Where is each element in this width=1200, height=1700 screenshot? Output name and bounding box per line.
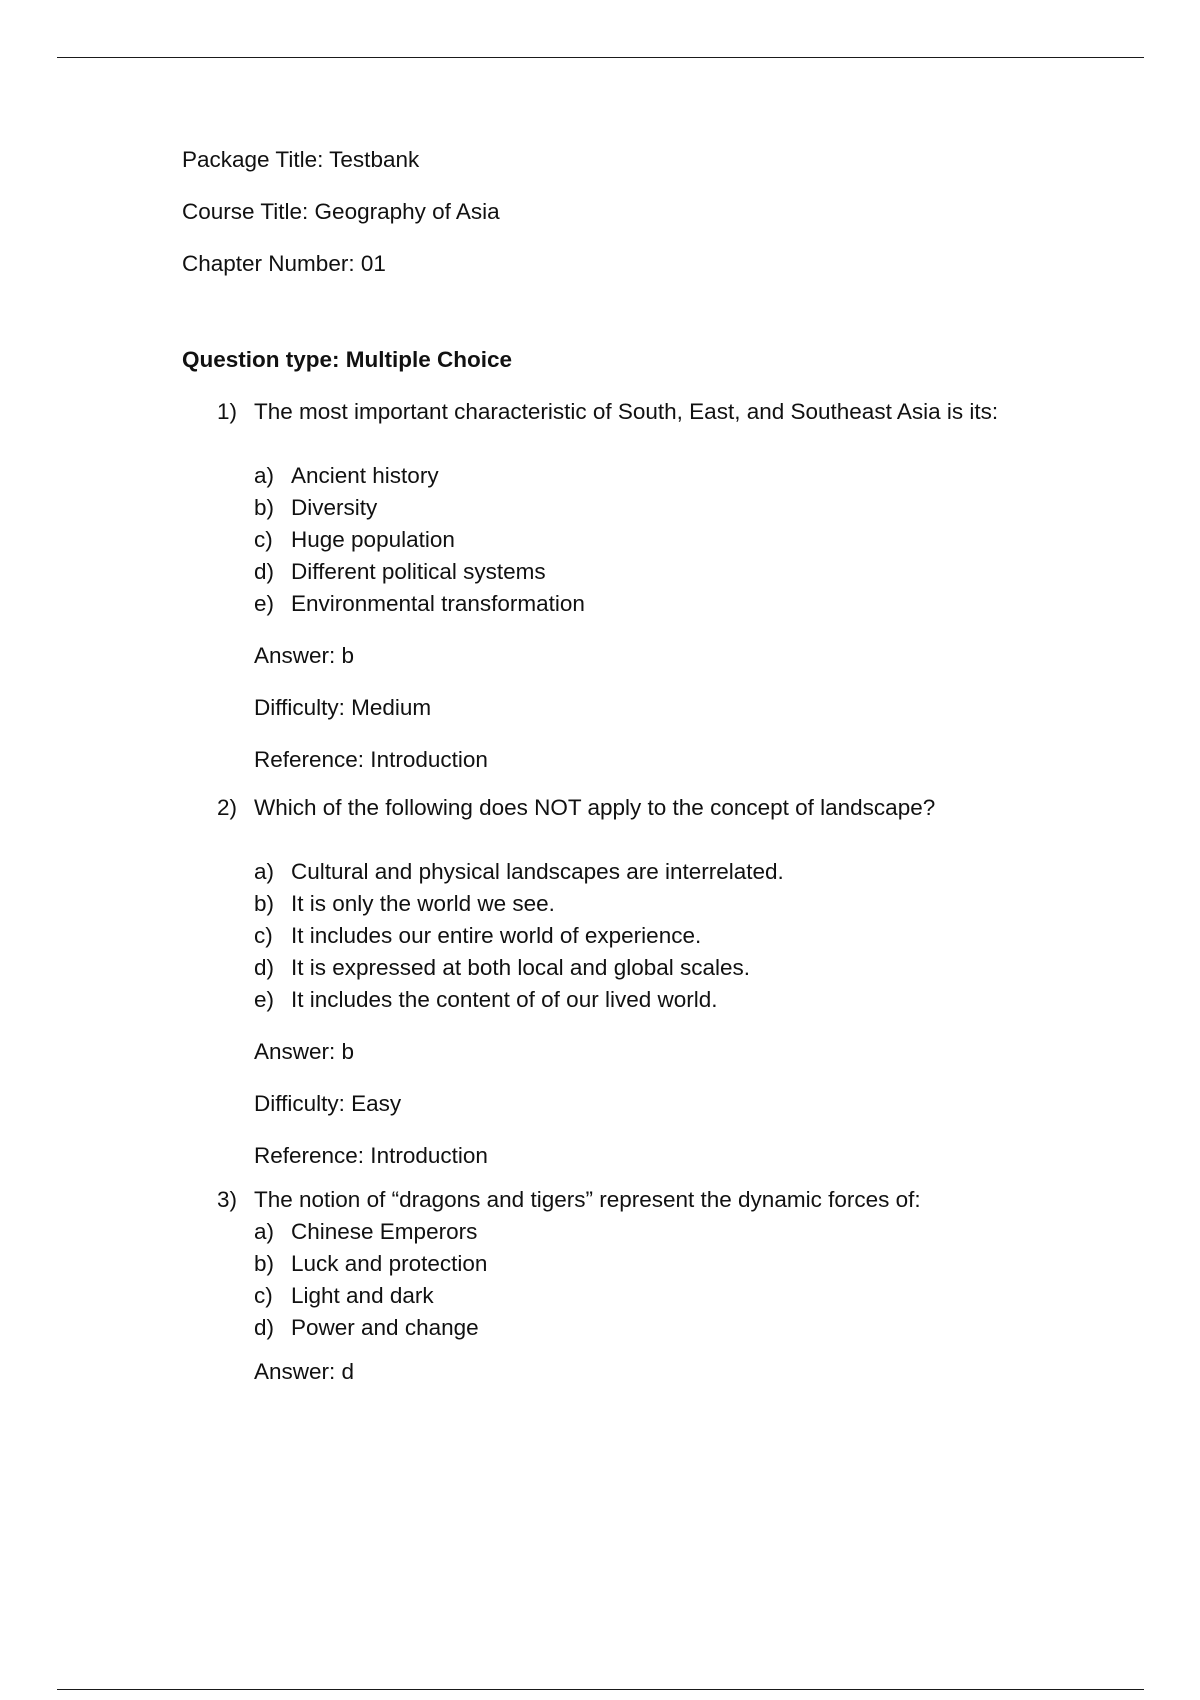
option-list bbox=[254, 1216, 1082, 1344]
chapter-number: Chapter Number: 01 bbox=[182, 251, 386, 276]
option-text: Diversity bbox=[291, 495, 378, 520]
option-text: Luck and protection bbox=[291, 1251, 488, 1276]
option-item bbox=[254, 1216, 1082, 1248]
option-letter: c) bbox=[254, 527, 273, 552]
option-list bbox=[254, 460, 1082, 620]
question-2 bbox=[182, 792, 1082, 1172]
option-item bbox=[254, 1312, 1082, 1344]
option-item bbox=[254, 556, 1082, 588]
answer-line: Answer: d bbox=[254, 1359, 355, 1384]
reference-line: Reference: Introduction bbox=[254, 1143, 488, 1168]
option-text: Power and change bbox=[291, 1315, 479, 1340]
option-letter: e) bbox=[254, 987, 275, 1012]
question-number: 3) bbox=[217, 1187, 238, 1212]
question-text: The notion of “dragons and tigers” represent the dynamic forces of: bbox=[254, 1187, 921, 1212]
difficulty-line: Difficulty: Easy bbox=[254, 1091, 402, 1116]
option-letter: b) bbox=[254, 1251, 275, 1276]
option-list bbox=[254, 856, 1082, 1016]
option-text: Ancient history bbox=[291, 463, 439, 488]
option-item bbox=[254, 524, 1082, 556]
option-item bbox=[254, 588, 1082, 620]
option-text: Cultural and physical landscapes are interrelated. bbox=[291, 859, 784, 884]
question-number: 1) bbox=[217, 399, 238, 424]
option-letter: b) bbox=[254, 495, 275, 520]
option-item bbox=[254, 856, 1082, 888]
option-text: It is only the world we see. bbox=[291, 891, 555, 916]
option-text: Environmental transformation bbox=[291, 591, 585, 616]
option-letter: a) bbox=[254, 859, 275, 884]
reference-line: Reference: Introduction bbox=[254, 747, 488, 772]
option-text: It includes the content of of our lived world. bbox=[291, 987, 718, 1012]
option-letter: a) bbox=[254, 1219, 275, 1244]
option-letter: c) bbox=[254, 1283, 273, 1308]
option-text: It includes our entire world of experience. bbox=[291, 923, 702, 948]
option-letter: d) bbox=[254, 559, 275, 584]
option-letter: b) bbox=[254, 891, 275, 916]
option-item bbox=[254, 1280, 1082, 1312]
option-item bbox=[254, 492, 1082, 524]
option-letter: e) bbox=[254, 591, 275, 616]
option-letter: c) bbox=[254, 923, 273, 948]
package-title: Package Title: Testbank bbox=[182, 147, 420, 172]
option-item bbox=[254, 952, 1082, 984]
option-text: It is expressed at both local and global scales. bbox=[291, 955, 751, 980]
section-heading: Question type: Multiple Choice bbox=[182, 347, 513, 372]
option-text: Light and dark bbox=[291, 1283, 434, 1308]
option-item bbox=[254, 888, 1082, 920]
option-text: Chinese Emperors bbox=[291, 1219, 478, 1244]
answer-line: Answer: b bbox=[254, 1039, 355, 1064]
option-item bbox=[254, 460, 1082, 492]
option-text: Different political systems bbox=[291, 559, 546, 584]
document-body bbox=[182, 144, 1082, 1388]
difficulty-line: Difficulty: Medium bbox=[254, 695, 432, 720]
question-text: Which of the following does NOT apply to the concept of landscape? bbox=[254, 795, 936, 820]
option-letter: d) bbox=[254, 1315, 275, 1340]
option-item bbox=[254, 1248, 1082, 1280]
answer-line: Answer: b bbox=[254, 643, 355, 668]
option-item bbox=[254, 984, 1082, 1016]
top-rule bbox=[57, 57, 1144, 58]
option-letter: a) bbox=[254, 463, 275, 488]
question-number: 2) bbox=[217, 795, 238, 820]
course-title: Course Title: Geography of Asia bbox=[182, 199, 500, 224]
option-text: Huge population bbox=[291, 527, 455, 552]
question-1 bbox=[182, 396, 1082, 776]
bottom-rule bbox=[57, 1689, 1144, 1690]
option-item bbox=[254, 920, 1082, 952]
question-3 bbox=[182, 1184, 1082, 1388]
option-letter: d) bbox=[254, 955, 275, 980]
question-text: The most important characteristic of South, East, and Southeast Asia is its: bbox=[254, 399, 999, 424]
